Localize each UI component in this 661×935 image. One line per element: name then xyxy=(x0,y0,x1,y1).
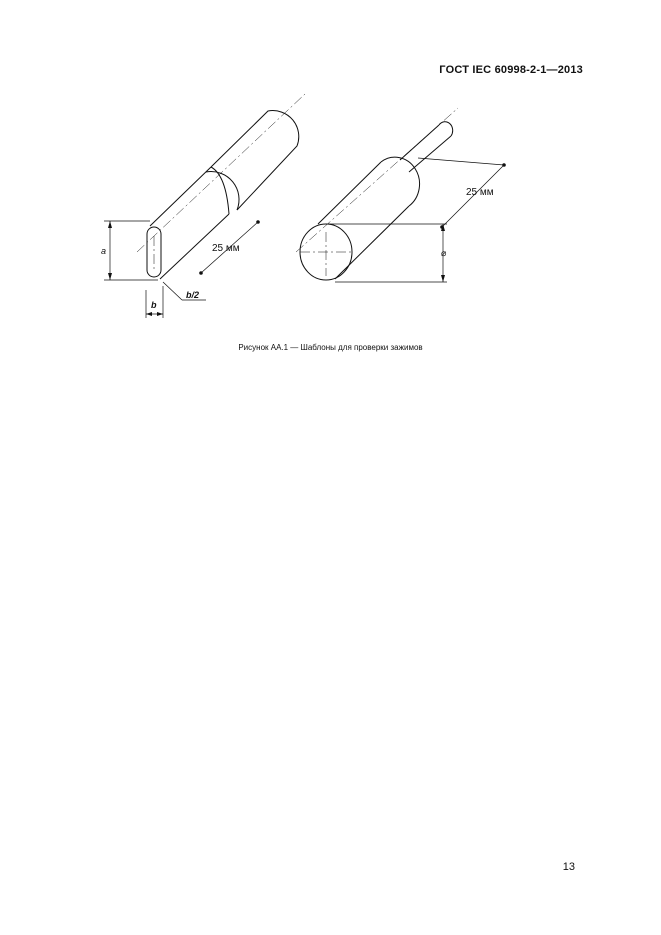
arrowheads xyxy=(108,163,506,316)
dim-b-label: b xyxy=(151,300,157,310)
dimension-lines xyxy=(104,158,504,318)
center-lines xyxy=(137,94,458,276)
right-length-label: 25 мм xyxy=(466,187,494,198)
gauge-drawing xyxy=(0,0,661,360)
left-length-label: 25 мм xyxy=(212,243,240,254)
flat-gauge-end-face xyxy=(147,227,161,277)
flat-gauge-handle xyxy=(211,111,299,210)
figure-aa1 xyxy=(0,0,661,360)
dim-a-label: a xyxy=(101,246,107,256)
dim-half-b-label: b/2 xyxy=(186,290,200,300)
document-header: ГОСТ IEC 60998-2-1—2013 xyxy=(439,64,583,76)
figure-caption: Рисунок АА.1 — Шаблоны для проверки зажимов xyxy=(238,343,423,352)
page-number: 13 xyxy=(562,861,575,873)
diameter-symbol: ⌀ xyxy=(441,248,447,258)
round-gauge-body-end xyxy=(381,157,420,206)
round-gauge-rod-end xyxy=(439,122,453,136)
round-gauge xyxy=(300,122,453,280)
